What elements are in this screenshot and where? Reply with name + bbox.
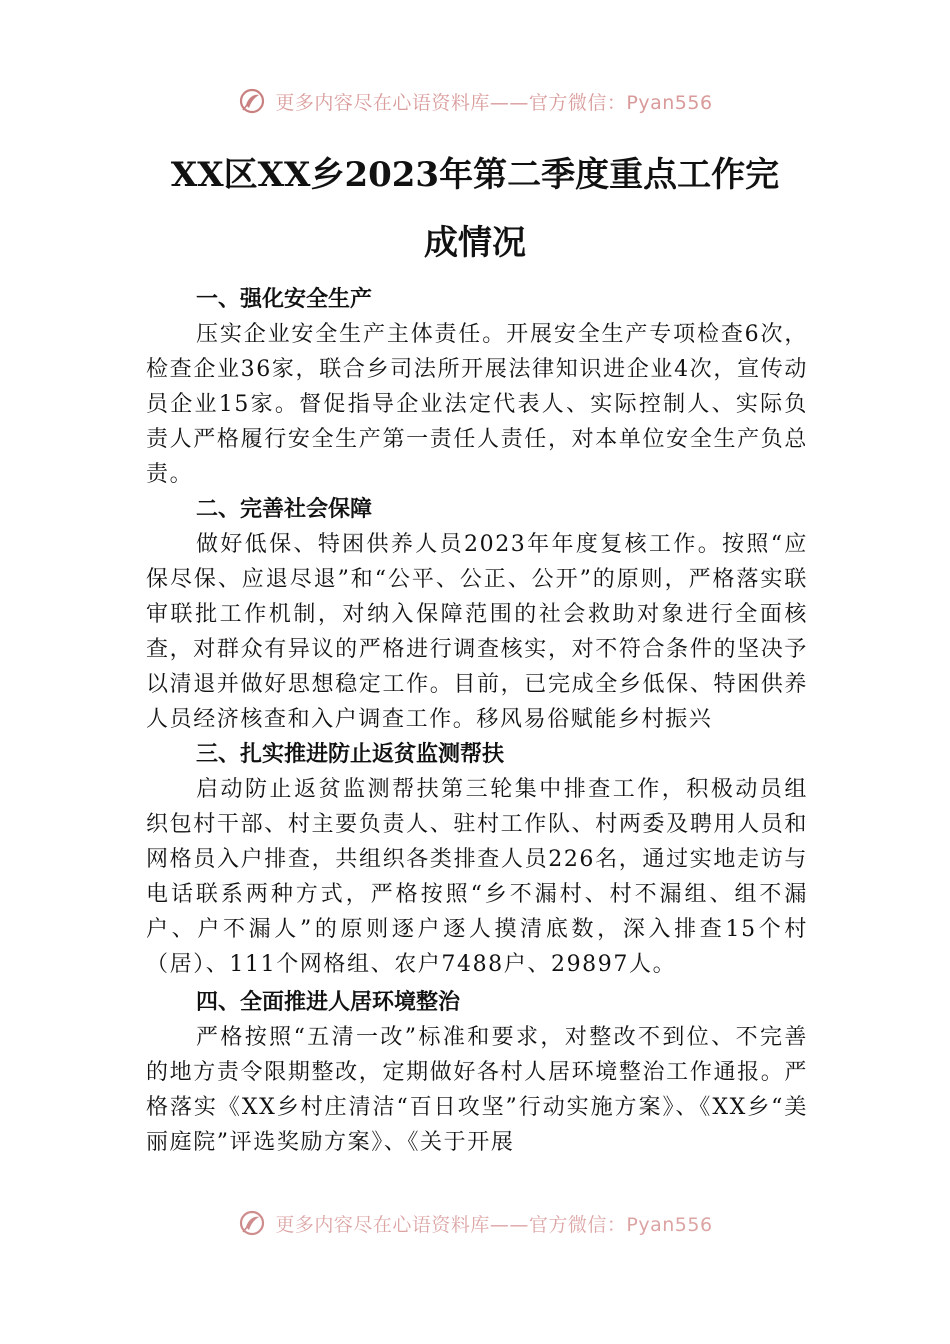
watermark-logo-icon bbox=[237, 86, 267, 116]
document-body bbox=[146, 282, 808, 1160]
watermark-top bbox=[0, 86, 950, 116]
section-body-poverty-monitoring: 启动防止返贫监测帮扶第三轮集中排查工作，积极动员组织包村干部、村主要负责人、驻村工作队、村两委及聘用人员和网格员入户排查，共组织各类排查人员226名，通过实地走访与电话联系两种方式，严格按照“乡不漏村、村不漏组、组不漏户、户不漏人”的原则逐户逐人摸清底数，深入排查15个村（居）、111个网格组、农户7488户、29897人。 bbox=[146, 777, 808, 977]
document-title-line-1: XX区XX乡2023年第二季度重点工作完 bbox=[170, 155, 780, 195]
watermark-text: 更多内容尽在心语资料库——官方微信：Pyan556 bbox=[275, 91, 713, 114]
section-body-living-environment: 严格按照“五清一改”标准和要求，对整改不到位、不完善的地方责令限期整改，定期做好各村人居环境整治工作通报。严格落实《XX乡村庄清洁“百日攻坚”行动实施方案》、《XX乡“美丽庭院”评选奖励方案》、《关于开展 bbox=[146, 1025, 808, 1155]
section-heading-poverty-monitoring: 三、扎实推进防止返贫监测帮扶 bbox=[196, 742, 505, 767]
section-body-social-security: 做好低保、特困供养人员2023年年度复核工作。按照“应保尽保、应退尽退”和“公平、公正、公开”的原则，严格落实联审联批工作机制，对纳入保障范围的社会救助对象进行全面核查，对群众有异议的严格进行调查核实，对不符合条件的坚决予以清退并做好思想稳定工作。目前，已完成全乡低保、特困供养人员经济核查和入户调查工作。移风易俗赋能乡村振兴 bbox=[146, 532, 808, 732]
section-heading-living-environment: 四、全面推进人居环境整治 bbox=[196, 990, 461, 1015]
document-title-line-2: 成情况 bbox=[424, 223, 526, 263]
section-heading-social-security: 二、完善社会保障 bbox=[196, 497, 373, 522]
watermark-logo-icon bbox=[237, 1208, 267, 1238]
watermark-text: 更多内容尽在心语资料库——官方微信：Pyan556 bbox=[275, 1213, 713, 1236]
watermark-bottom bbox=[0, 1208, 950, 1238]
section-heading-safety: 一、强化安全生产 bbox=[196, 287, 373, 312]
section-body-safety: 压实企业安全生产主体责任。开展安全生产专项检查6次，检查企业36家，联合乡司法所开展法律知识进企业4次，宣传动员企业15家。督促指导企业法定代表人、实际控制人、实际负责人严格履行安全生产第一责任人责任，对本单位安全生产负总责。 bbox=[146, 322, 808, 487]
